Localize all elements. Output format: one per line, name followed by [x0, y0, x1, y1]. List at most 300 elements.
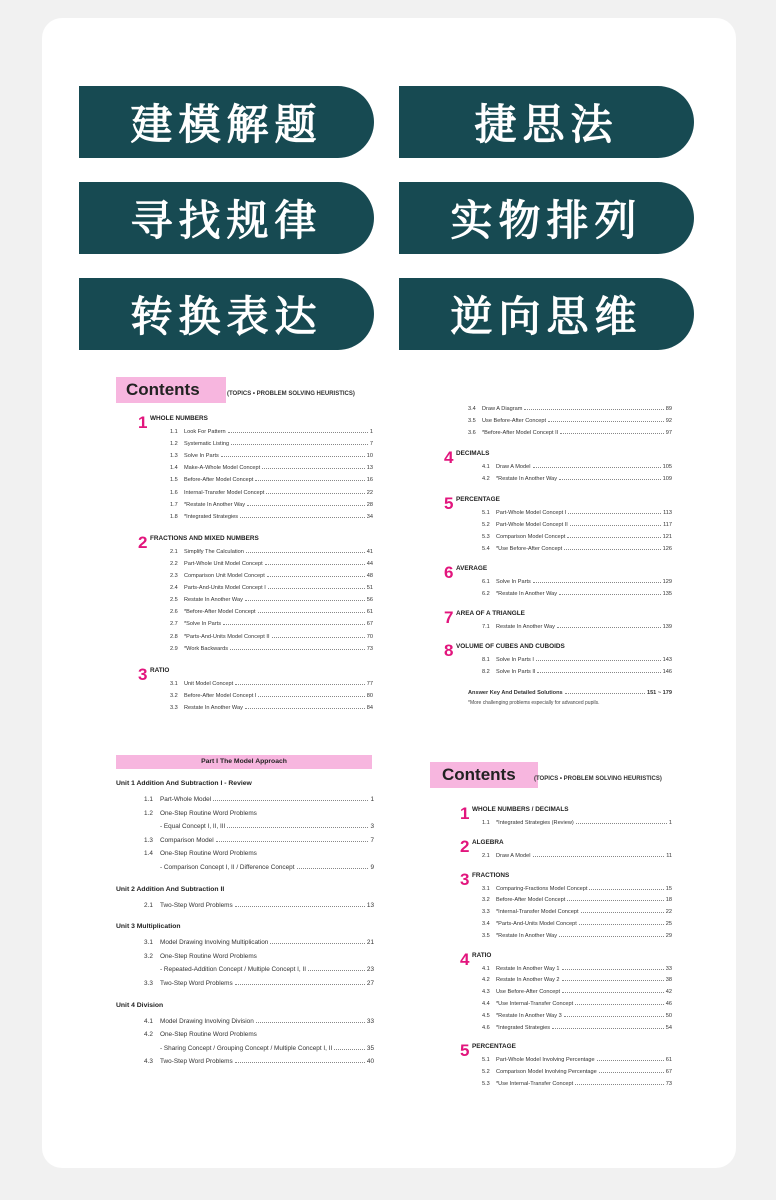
contents-page-3 — [110, 752, 382, 1072]
item-page: 70 — [366, 633, 373, 640]
toc-row — [144, 835, 374, 844]
item-index: 5.2 — [482, 1069, 490, 1076]
item-label: *Parts-And-Units Model Concept II — [184, 633, 270, 640]
item-page: 7 — [369, 441, 373, 448]
leader-dots — [548, 421, 664, 422]
item-label: *Use Before-After Concept — [496, 545, 563, 552]
item-page: 77 — [366, 680, 373, 687]
item-index: 3.3 — [482, 909, 490, 916]
item-index: 1.3 — [170, 453, 178, 460]
item-index: 8.2 — [482, 669, 490, 676]
section-number: 2 — [460, 836, 470, 856]
item-page: 25 — [665, 921, 672, 927]
tag-heuristics: 捷思法 — [399, 86, 694, 158]
leader-dots — [247, 505, 365, 506]
leader-dots — [258, 696, 364, 697]
toc-row — [144, 1043, 374, 1052]
leader-dots — [533, 856, 665, 857]
toc-row — [482, 895, 672, 903]
item-page: 22 — [366, 489, 373, 496]
contents-subtitle: (TOPICS • PROBLEM SOLVING HEURISTICS) — [534, 776, 662, 782]
item-page: 11 — [666, 852, 672, 859]
toc-row — [482, 1067, 672, 1075]
leader-dots — [565, 693, 645, 694]
item-label: *Parts-And-Units Model Concept — [496, 921, 577, 927]
item-label: Part-Whole Model Concept I — [496, 509, 567, 516]
leader-dots — [245, 708, 365, 709]
toc-row — [482, 1023, 672, 1031]
item-page: 10 — [366, 453, 373, 460]
leader-dots — [599, 1072, 664, 1073]
section-title: AREA OF A TRIANGLE — [456, 610, 525, 618]
leader-dots — [255, 480, 364, 481]
item-page: 1 — [369, 429, 373, 435]
item-index: 3.2 — [170, 692, 178, 699]
toc-row — [170, 500, 373, 508]
toc-row — [482, 907, 672, 915]
item-index: 8.1 — [482, 657, 490, 664]
leader-dots — [564, 549, 660, 550]
item-label: *Restate In Another Way 3 — [496, 1012, 562, 1019]
section-number: 3 — [460, 869, 470, 889]
item-index: 3.5 — [468, 418, 476, 425]
item-page: 3 — [370, 823, 374, 831]
item-page: 50 — [665, 1012, 672, 1019]
leader-dots — [562, 992, 664, 993]
leader-dots — [533, 582, 661, 583]
item-page: 15 — [665, 885, 672, 892]
contents-title: Contents — [430, 762, 538, 788]
item-index: 1.4 — [170, 465, 178, 472]
leader-dots — [228, 432, 368, 433]
item-index: 4.1 — [144, 1017, 153, 1025]
section-title: WHOLE NUMBERS / DECIMALS — [472, 806, 569, 813]
item-label: *Integrated Strategies — [496, 1024, 551, 1031]
leader-dots — [524, 409, 663, 410]
item-index: 3.2 — [482, 897, 490, 904]
leader-dots — [334, 1049, 365, 1050]
leader-dots — [308, 970, 365, 971]
item-label: One-Step Routine Word Problems — [160, 850, 257, 858]
item-label: Restate In Another Way — [184, 597, 243, 604]
item-page: 56 — [366, 597, 373, 604]
unit-title: Unit 2 Addition And Subtraction II — [116, 885, 225, 893]
section-number: 5 — [444, 493, 454, 513]
item-label: Two-Step Word Problems — [160, 980, 233, 987]
section-title: FRACTIONS — [472, 871, 510, 879]
item-index: 5.1 — [482, 509, 490, 516]
item-page: 92 — [665, 418, 672, 425]
toc-row — [482, 987, 672, 995]
toc-row — [170, 632, 373, 640]
toc-row — [170, 679, 373, 687]
item-page: 34 — [366, 513, 373, 520]
item-index: 6.1 — [482, 578, 490, 585]
item-page: 73 — [366, 645, 373, 652]
toc-row — [170, 703, 373, 711]
toc-row — [482, 851, 672, 859]
toc-row — [144, 808, 374, 817]
item-page: 139 — [662, 624, 672, 631]
item-index: 4.6 — [482, 1024, 490, 1031]
leader-dots — [262, 468, 365, 469]
leader-dots — [575, 1084, 664, 1085]
item-page: 23 — [366, 966, 374, 974]
section-number: 7 — [444, 608, 454, 628]
item-label: *Use Internal-Transfer Concept — [496, 1001, 574, 1007]
leader-dots — [265, 564, 365, 565]
item-index: 3.4 — [468, 406, 476, 412]
item-label: Systematic Listing — [184, 441, 230, 448]
item-index: 4.1 — [482, 965, 490, 972]
item-label: *Before-After Model Concept — [184, 609, 256, 616]
leader-dots — [559, 594, 661, 595]
item-label: Model Drawing Involving Division — [160, 1017, 254, 1025]
item-label: *Restate In Another Way — [496, 476, 558, 483]
leader-dots — [564, 1016, 664, 1017]
item-label: Restate In Another Way — [496, 624, 555, 631]
item-label: Draw A Diagram — [482, 406, 523, 412]
toc-row — [170, 607, 373, 615]
item-page: 126 — [662, 545, 672, 552]
item-label: Two-Step Word Problems — [160, 901, 233, 909]
contents-title: Contents — [116, 377, 226, 403]
item-page: 143 — [662, 657, 672, 664]
toc-row — [468, 404, 672, 412]
item-index: 4.2 — [482, 977, 490, 984]
toc-row — [482, 999, 672, 1007]
item-label: One-Step Routine Word Problems — [160, 809, 257, 817]
section-number: 1 — [460, 804, 470, 823]
answer-key-label: Answer Key And Detailed Solutions — [468, 690, 563, 697]
section-title: WHOLE NUMBERS — [150, 415, 208, 422]
item-index: 7.1 — [482, 624, 490, 631]
leader-dots — [258, 612, 365, 613]
section-number: 1 — [138, 413, 148, 432]
section-number: 6 — [444, 562, 454, 582]
item-page: 113 — [663, 509, 672, 516]
item-page: 1 — [370, 796, 374, 803]
item-index: 5.3 — [482, 1081, 490, 1087]
item-index: 3.1 — [482, 885, 490, 892]
leader-dots — [270, 943, 365, 944]
part-banner: Part I The Model Approach — [116, 755, 372, 769]
item-page: 18 — [665, 897, 672, 904]
item-label: - Repeated-Addition Concept / Multiple Concept I, II — [160, 966, 306, 974]
leader-dots — [231, 444, 368, 445]
item-index: 2.4 — [170, 585, 178, 592]
section-title: RATIO — [150, 666, 170, 674]
item-index: 2.1 — [144, 901, 153, 909]
item-page: 73 — [665, 1081, 672, 1087]
item-page: 121 — [662, 533, 672, 540]
item-label: *Restate In Another Way — [496, 591, 558, 597]
leader-dots — [230, 649, 365, 650]
toc-row — [482, 622, 672, 630]
item-label: Part-Whole Model Concept II — [496, 521, 568, 528]
item-index: 2.6 — [170, 609, 178, 616]
item-index: 4.1 — [482, 464, 490, 471]
toc-row — [144, 951, 374, 960]
leader-dots — [272, 637, 365, 638]
item-index: 2.2 — [170, 560, 178, 567]
item-index: 4.2 — [144, 1031, 153, 1039]
item-page: 28 — [366, 501, 373, 508]
item-index: 3.3 — [144, 980, 153, 987]
item-index: 2.8 — [170, 633, 178, 640]
item-label: Before-After Model Concept — [184, 477, 254, 484]
toc-row — [482, 474, 672, 482]
item-label: Use Before-After Concept — [496, 989, 561, 996]
leader-dots — [266, 493, 364, 494]
item-page: 129 — [662, 578, 672, 585]
item-index: 4.3 — [482, 989, 490, 996]
item-label: Restate In Another Way 1 — [496, 965, 560, 972]
item-label: Make-A-Whole Model Concept — [184, 465, 261, 472]
item-index: 5.1 — [482, 1057, 490, 1064]
item-page: 27 — [366, 980, 374, 987]
item-index: 1.3 — [144, 836, 153, 844]
toc-row — [170, 463, 373, 471]
item-label: Part-Whole Model Involving Percentage — [496, 1057, 595, 1064]
item-label: *Internal-Transfer Model Concept — [496, 909, 579, 916]
section-title: FRACTIONS AND MIXED NUMBERS — [150, 534, 259, 542]
item-index: 2.7 — [170, 621, 178, 628]
item-label: Comparison Model — [160, 836, 214, 844]
tag-restate: 转换表达 — [79, 278, 374, 350]
toc-row — [482, 508, 672, 516]
item-page: 80 — [366, 692, 373, 699]
section-title: RATIO — [472, 951, 492, 959]
item-page: 1 — [668, 820, 672, 826]
item-label: One-Step Routine Word Problems — [160, 952, 257, 960]
leader-dots — [533, 467, 661, 468]
toc-row — [144, 900, 374, 909]
item-page: 13 — [366, 901, 374, 909]
item-label: Unit Model Concept — [184, 680, 234, 687]
item-page: 117 — [663, 521, 672, 528]
toc-row — [482, 589, 672, 597]
item-index: 1.1 — [144, 796, 153, 803]
toc-row — [144, 937, 374, 946]
item-index: 2.1 — [170, 548, 178, 555]
item-page: 135 — [662, 591, 672, 597]
leader-dots — [267, 576, 365, 577]
section-number: 4 — [460, 949, 470, 969]
toc-row — [170, 619, 373, 627]
item-page: 61 — [366, 609, 373, 616]
toc-row — [170, 644, 373, 652]
item-page: 21 — [366, 939, 374, 947]
item-label: Comparison Model Concept — [496, 533, 566, 540]
item-index: 6.2 — [482, 591, 490, 597]
item-label: Model Drawing Involving Multiplication — [160, 939, 269, 947]
item-label: Internal-Transfer Model Concept — [184, 489, 265, 496]
toc-row — [468, 428, 672, 436]
leader-dots — [560, 433, 664, 434]
item-page: 67 — [366, 621, 373, 628]
leader-dots — [213, 800, 368, 801]
item-label: Solve In Parts — [496, 578, 531, 585]
item-label: One-Step Routine Word Problems — [160, 1031, 257, 1039]
item-page: 97 — [665, 430, 672, 437]
section-number: 3 — [138, 664, 148, 684]
item-index: 5.4 — [482, 545, 490, 552]
item-page: 54 — [665, 1024, 672, 1031]
item-index: 1.6 — [170, 489, 178, 496]
toc-row — [482, 818, 672, 826]
item-index: 4.3 — [144, 1058, 153, 1066]
toc-row — [482, 1055, 672, 1063]
item-label: Solve In Parts — [184, 453, 219, 460]
contents-page-1 — [110, 375, 380, 711]
leader-dots — [256, 1022, 365, 1023]
section-title: PERCENTAGE — [472, 1043, 516, 1051]
item-index: 3.1 — [144, 939, 153, 947]
item-page: 41 — [366, 548, 373, 555]
leader-dots — [245, 600, 365, 601]
toc-row — [482, 520, 672, 528]
item-page: 29 — [665, 932, 672, 939]
leader-dots — [536, 660, 661, 661]
leader-dots — [568, 513, 661, 514]
item-label: *Use Internal-Transfer Concept — [496, 1081, 574, 1087]
toc-row — [170, 512, 373, 520]
answer-key-pages: 151 ~ 179 — [646, 690, 672, 697]
item-label: Solve In Parts II — [496, 669, 536, 676]
item-label: Before-After Model Concept — [496, 897, 566, 904]
leader-dots — [579, 924, 664, 925]
toc-row — [144, 964, 374, 973]
item-page: 33 — [366, 1017, 374, 1025]
item-page: 13 — [366, 465, 373, 472]
item-label: Look For Pattern — [184, 429, 226, 435]
contents-subtitle: (TOPICS • PROBLEM SOLVING HEURISTICS) — [227, 391, 355, 397]
leader-dots — [567, 900, 663, 901]
item-label: - Equal Concept I, II, III — [160, 823, 226, 831]
section-title: AVERAGE — [456, 564, 488, 572]
item-page: 42 — [665, 989, 672, 996]
item-label: Restate In Another Way — [184, 704, 243, 711]
item-label: Two-Step Word Problems — [160, 1058, 233, 1066]
item-index: 1.1 — [170, 429, 178, 435]
section-number: 5 — [460, 1041, 470, 1061]
item-index: 1.4 — [144, 850, 153, 858]
leader-dots — [559, 479, 661, 480]
item-page: 16 — [366, 477, 373, 484]
item-index: 2.9 — [170, 645, 178, 652]
section-title: VOLUME OF CUBES AND CUBOIDS — [456, 643, 565, 651]
toc-row — [170, 475, 373, 483]
item-index: 3.5 — [482, 932, 490, 939]
item-index: 3.3 — [170, 704, 178, 711]
leader-dots — [268, 588, 365, 589]
toc-row — [170, 427, 373, 435]
item-page: 61 — [665, 1057, 672, 1064]
item-index: 3.4 — [482, 921, 490, 927]
item-index: 4.2 — [482, 476, 490, 483]
unit-title: Unit 1 Addition And Subtraction I - Review — [116, 780, 252, 787]
item-label: Comparison Unit Model Concept — [184, 573, 265, 579]
item-page: 35 — [366, 1044, 374, 1052]
tag-find-pattern: 寻找规律 — [79, 182, 374, 254]
item-label: *Restate In Another Way — [184, 501, 246, 508]
leader-dots — [559, 936, 664, 937]
item-index: 1.2 — [144, 809, 153, 817]
leader-dots — [552, 1028, 664, 1029]
toc-row — [482, 1079, 672, 1087]
item-page: 38 — [665, 977, 672, 984]
toc-row — [482, 964, 672, 972]
leader-dots — [240, 517, 365, 518]
item-index: 1.5 — [170, 477, 178, 484]
toc-row — [482, 462, 672, 470]
item-label: Parts-And-Units Model Concept I — [184, 585, 266, 592]
toc-row — [144, 978, 374, 987]
leader-dots — [567, 537, 660, 538]
leader-dots — [235, 906, 365, 907]
toc-row — [170, 451, 373, 459]
item-label: Before-After Model Concept I — [184, 692, 257, 699]
item-label: Comparing-Fractions Model Concept — [496, 885, 588, 892]
item-label: Part-Whole Model — [160, 796, 212, 803]
leader-dots — [597, 1060, 664, 1061]
section-title: DECIMALS — [456, 450, 490, 458]
item-label: - Comparison Concept I, II / Difference Concept — [160, 864, 295, 871]
toc-row — [144, 1056, 374, 1065]
leader-dots — [581, 912, 664, 913]
section-number: 8 — [444, 641, 454, 661]
leader-dots — [562, 980, 664, 981]
leader-dots — [297, 868, 369, 869]
leader-dots — [570, 525, 661, 526]
tag-arrange-objects: 实物排列 — [399, 182, 694, 254]
item-page: 146 — [662, 669, 672, 676]
toc-row — [482, 577, 672, 585]
tag-work-backwards: 逆向思维 — [399, 278, 694, 350]
item-page: 89 — [665, 406, 672, 412]
toc-row — [482, 975, 672, 983]
toc-row — [144, 862, 374, 871]
item-index: 5.2 — [482, 521, 490, 528]
item-index: 2.1 — [482, 852, 490, 859]
item-index: 5.3 — [482, 533, 490, 540]
tag-model-solving: 建模解题 — [79, 86, 374, 158]
item-label: *Work Backwards — [184, 645, 229, 652]
item-index: 1.8 — [170, 513, 178, 520]
item-page: 84 — [366, 704, 373, 711]
section-number: 4 — [444, 448, 454, 468]
item-label: *Restate In Another Way — [496, 932, 558, 939]
item-page: 51 — [366, 585, 373, 592]
item-page: 46 — [665, 1001, 672, 1007]
toc-row — [170, 571, 373, 579]
item-label: Restate In Another Way 2 — [496, 977, 560, 984]
toc-row — [170, 583, 373, 591]
contents-page-4 — [428, 760, 680, 1087]
item-label: Use Before-After Concept — [482, 418, 547, 425]
leader-dots — [235, 684, 365, 685]
leader-dots — [557, 627, 661, 628]
toc-row — [482, 931, 672, 939]
toc-row — [482, 1011, 672, 1019]
toc-row — [468, 416, 672, 424]
unit-title: Unit 3 Multiplication — [116, 923, 181, 931]
item-page: 67 — [665, 1069, 672, 1076]
leader-dots — [223, 624, 365, 625]
item-page: 40 — [366, 1058, 374, 1066]
item-index: 1.2 — [170, 441, 178, 448]
